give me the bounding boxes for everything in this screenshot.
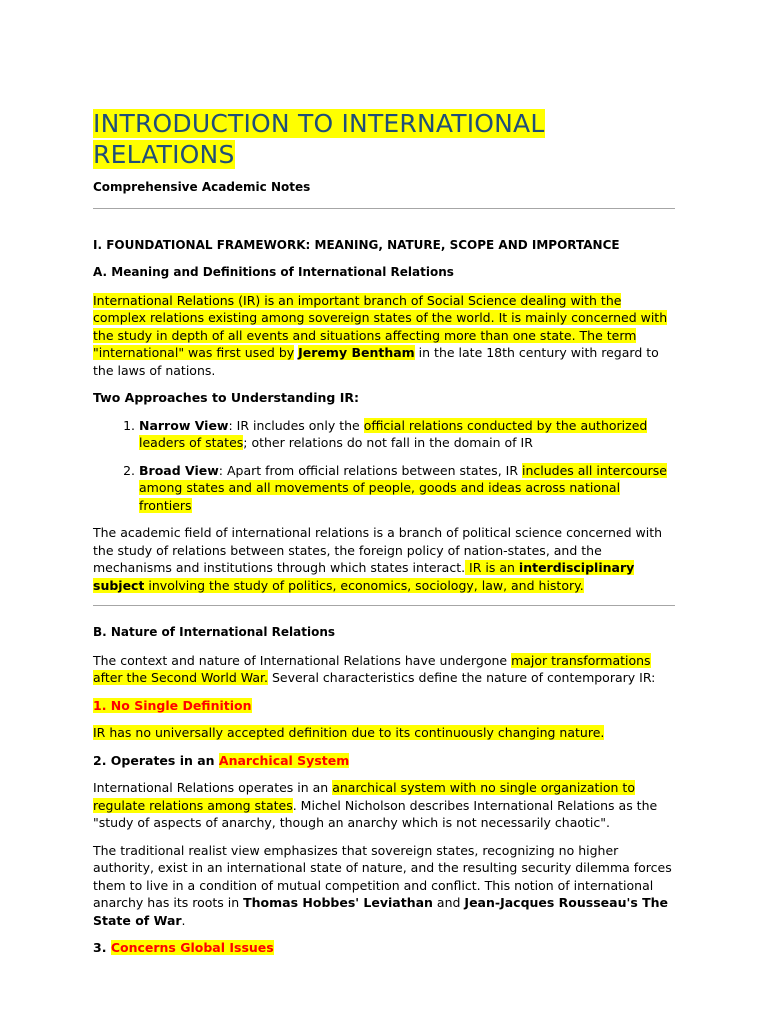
plain-text: .	[181, 912, 186, 928]
document-title-text: INTRODUCTION TO INTERNATIONAL RELATIONS	[93, 109, 545, 169]
highlighted-text: major transformations after the Second World War.	[93, 652, 651, 685]
red-highlighted-heading: 1. No Single Definition	[93, 697, 252, 713]
highlighted-text: IR has no universally accepted definition due to its continuously changing nature.	[93, 725, 605, 740]
red-highlighted-heading: Concerns Global Issues	[110, 940, 274, 955]
point-2-paragraph-2	[93, 842, 675, 930]
meaning-paragraph	[93, 292, 675, 380]
bold-text: Jean-Jacques Rousseau's The State of War	[93, 895, 669, 928]
approaches-list	[93, 417, 675, 515]
section-divider	[93, 605, 675, 606]
plain-text: in the late 18th century with regard to the laws of nations.	[93, 345, 659, 378]
point-1-heading	[93, 697, 675, 715]
bold-highlighted-name: Jeremy Bentham	[298, 345, 415, 360]
document-title	[93, 108, 675, 170]
plain-text: Several characteristics define the nature of contemporary IR:	[268, 670, 656, 685]
subsection-heading-b: B. Nature of International Relations	[93, 625, 336, 639]
section-heading: I. FOUNDATIONAL FRAMEWORK: MEANING, NATURE, SCOPE AND IMPORTANCE	[93, 237, 620, 252]
plain-text: International Relations operates in an	[93, 780, 333, 795]
plain-text: The academic field of international relations is a branch of political science concerned with the study of relations between states, the foreign policy of nation-states, and the mechanisms and institutions through which states interact.	[93, 525, 663, 575]
point-2-paragraph-1	[93, 779, 675, 832]
plain-text: The context and nature of International Relations have undergone	[93, 652, 512, 668]
point-3-heading	[93, 939, 675, 957]
list-item-term: Narrow View	[139, 417, 229, 433]
list-item-text: ; other relations do not fall in the domain of IR	[243, 435, 533, 450]
academic-field-paragraph	[93, 524, 675, 594]
plain-text: . Michel Nicholson describes International Relations as the "study of aspects of anarchy, though an anarchy which is not necessarily chaotic".	[93, 797, 658, 830]
heading-text: 3.	[93, 940, 111, 955]
list-item	[139, 417, 675, 452]
red-highlighted-heading: Anarchical System	[218, 752, 350, 768]
bold-highlighted-text: interdisciplinary subject	[93, 560, 635, 593]
list-item-text: : IR includes only the	[228, 417, 364, 433]
nature-intro-paragraph	[93, 652, 675, 687]
document-body	[93, 108, 675, 957]
approaches-heading: Two Approaches to Understanding IR:	[93, 390, 359, 405]
section-divider	[93, 208, 675, 209]
point-1-paragraph	[93, 724, 675, 742]
highlighted-text: International Relations (IR) is an important branch of Social Science dealing with the complex relations existing among sovereign states of the world. It is mainly concerned with the study in depth of all events and situations affecting more than one state. The term "international" was first used by	[93, 292, 668, 360]
list-item-highlight: official relations conducted by the authorized leaders of states	[139, 417, 648, 450]
plain-text: and	[432, 895, 465, 910]
point-2-heading	[93, 752, 675, 770]
plain-text: The traditional realist view emphasizes that sovereign states, recognizing no higher authority, exist in an international state of nature, and the resulting security dilemma forces them to live in a condition of mutual competition and conflict. This notion of international anarchy has its roots in	[93, 842, 672, 910]
list-item	[139, 462, 675, 515]
highlighted-text: anarchical system with no single organization to regulate relations among states	[93, 780, 635, 813]
list-item-text: : Apart from official relations between states, IR	[218, 462, 522, 478]
highlighted-text: involving the study of politics, economics, sociology, law, and history.	[144, 577, 584, 593]
list-item-highlight: includes all intercourse among states and all movements of people, goods and ideas across national frontiers	[139, 462, 667, 513]
bold-text: Thomas Hobbes' Leviathan	[243, 895, 433, 910]
heading-text: 2. Operates in an	[93, 752, 219, 768]
list-item-term: Broad View	[139, 462, 219, 478]
highlighted-text: IR is an	[465, 560, 519, 575]
subsection-heading-a: A. Meaning and Definitions of International Relations	[93, 265, 454, 279]
document-subtitle: Comprehensive Academic Notes	[93, 180, 311, 194]
